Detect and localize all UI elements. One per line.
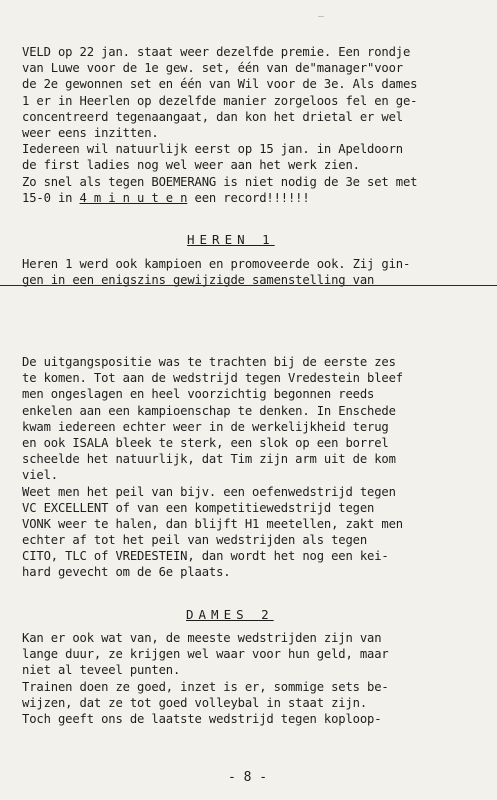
text-fragment: een record!!!!!!: [187, 190, 310, 205]
text-line: VONK weer te halen, dan blijft H1 meetellen, zakt men: [22, 516, 403, 531]
text-line: Iedereen wil natuurlijk eerst op 15 jan. in Apeldoorn: [22, 142, 403, 157]
horizontal-rule: [0, 285, 497, 286]
text-line: scheelde het natuurlijk, dat Tim zijn arm uit de kom: [22, 452, 396, 467]
text-line: Toch geeft ons de laatste wedstrijd tegen koploop-: [22, 711, 382, 726]
text-line: niet al teveel punten.: [22, 663, 181, 678]
paragraph-heren-intro: [22, 256, 492, 288]
text-line: VC EXCELLENT of van een kompetitiewedstrijd tegen: [22, 500, 375, 515]
page-number: - 8 -: [228, 770, 268, 785]
text-fragment: gewijzigde samenstelling van: [165, 273, 375, 288]
text-line: wijzen, dat ze tot goed volleybal in staat zijn.: [22, 695, 367, 710]
underlined-minutes: 4 m i n u t e n: [79, 190, 188, 205]
text-line: men ongeslagen en heel voorzichtig begonnen reeds: [22, 387, 375, 402]
text-line: viel.: [22, 468, 58, 483]
text-line: lange duur, ze krijgen wel waar voor hun geld, maar: [22, 647, 389, 662]
text-line: van Luwe voor de 1e gew. set, één van de"manager"voor: [22, 61, 403, 76]
text-fragment: gen in een: [22, 273, 102, 288]
text-line: 1 er in Heerlen op dezelfde manier zorgeloos fel en ge-: [22, 93, 418, 108]
paragraph-heren-story: [22, 354, 492, 581]
text-line: Zo snel als tegen BOEMERANG is niet nodig de 3e set met: [22, 174, 418, 189]
text-line: VELD op 22 jan. staat weer dezelfde premie. Een rondje: [22, 45, 411, 59]
text-line: de first ladies nog wel weer aan het werk zien.: [22, 158, 360, 173]
text-line: echter af tot het peil van wedstrijden als tegen: [22, 533, 367, 548]
text-line: de 2e gewonnen set en één van Wil voor de 3e. Als dames: [22, 77, 418, 92]
text-line: hard gevecht om de 6e plaats.: [22, 565, 231, 580]
text-line: De uitgangspositie was te trachten bij de eerste zes: [22, 355, 396, 369]
text-line: concentreerd tegenaangaat, dan kon het drietal er wel: [22, 109, 403, 124]
text-line: en ook ISALA bleek te sterk, een slok op een borrel: [22, 435, 389, 450]
text-line: Kan er ook wat van, de meeste wedstrijden zijn van: [22, 631, 382, 645]
text-line: te komen. Tot aan de wedstrijd tegen Vredestein bleef: [22, 371, 403, 386]
text-line: Heren 1 werd ook kampioen en promoveerde ook. Zij gin-: [22, 257, 411, 271]
text-line: CITO, TLC of VREDESTEIN, dan wordt het nog een kei-: [22, 549, 389, 564]
text-line: Weet men het peil van bijv. een oefenwedstrijd tegen: [22, 484, 396, 499]
text-line: [22, 190, 492, 206]
text-line: weer eens inzitten.: [22, 125, 159, 140]
top-mark: _: [318, 6, 325, 17]
text-line: enkelen aan een kampioenschap te denken. In Enschede: [22, 403, 396, 418]
text-fragment: 15-0 in: [22, 190, 80, 205]
paragraph-veld: [22, 44, 492, 206]
text-line: Trainen doen ze goed, inzet is er, sommige sets be-: [22, 679, 389, 694]
section-heading-heren-1: HEREN 1: [187, 232, 275, 247]
underlined-word: enigszins: [101, 273, 166, 288]
paragraph-dames-2: [22, 630, 492, 727]
section-heading-dames-2: DAMES 2: [186, 607, 274, 622]
text-line: kwam iedereen echter weer in de werkelijkheid terug: [22, 419, 389, 434]
